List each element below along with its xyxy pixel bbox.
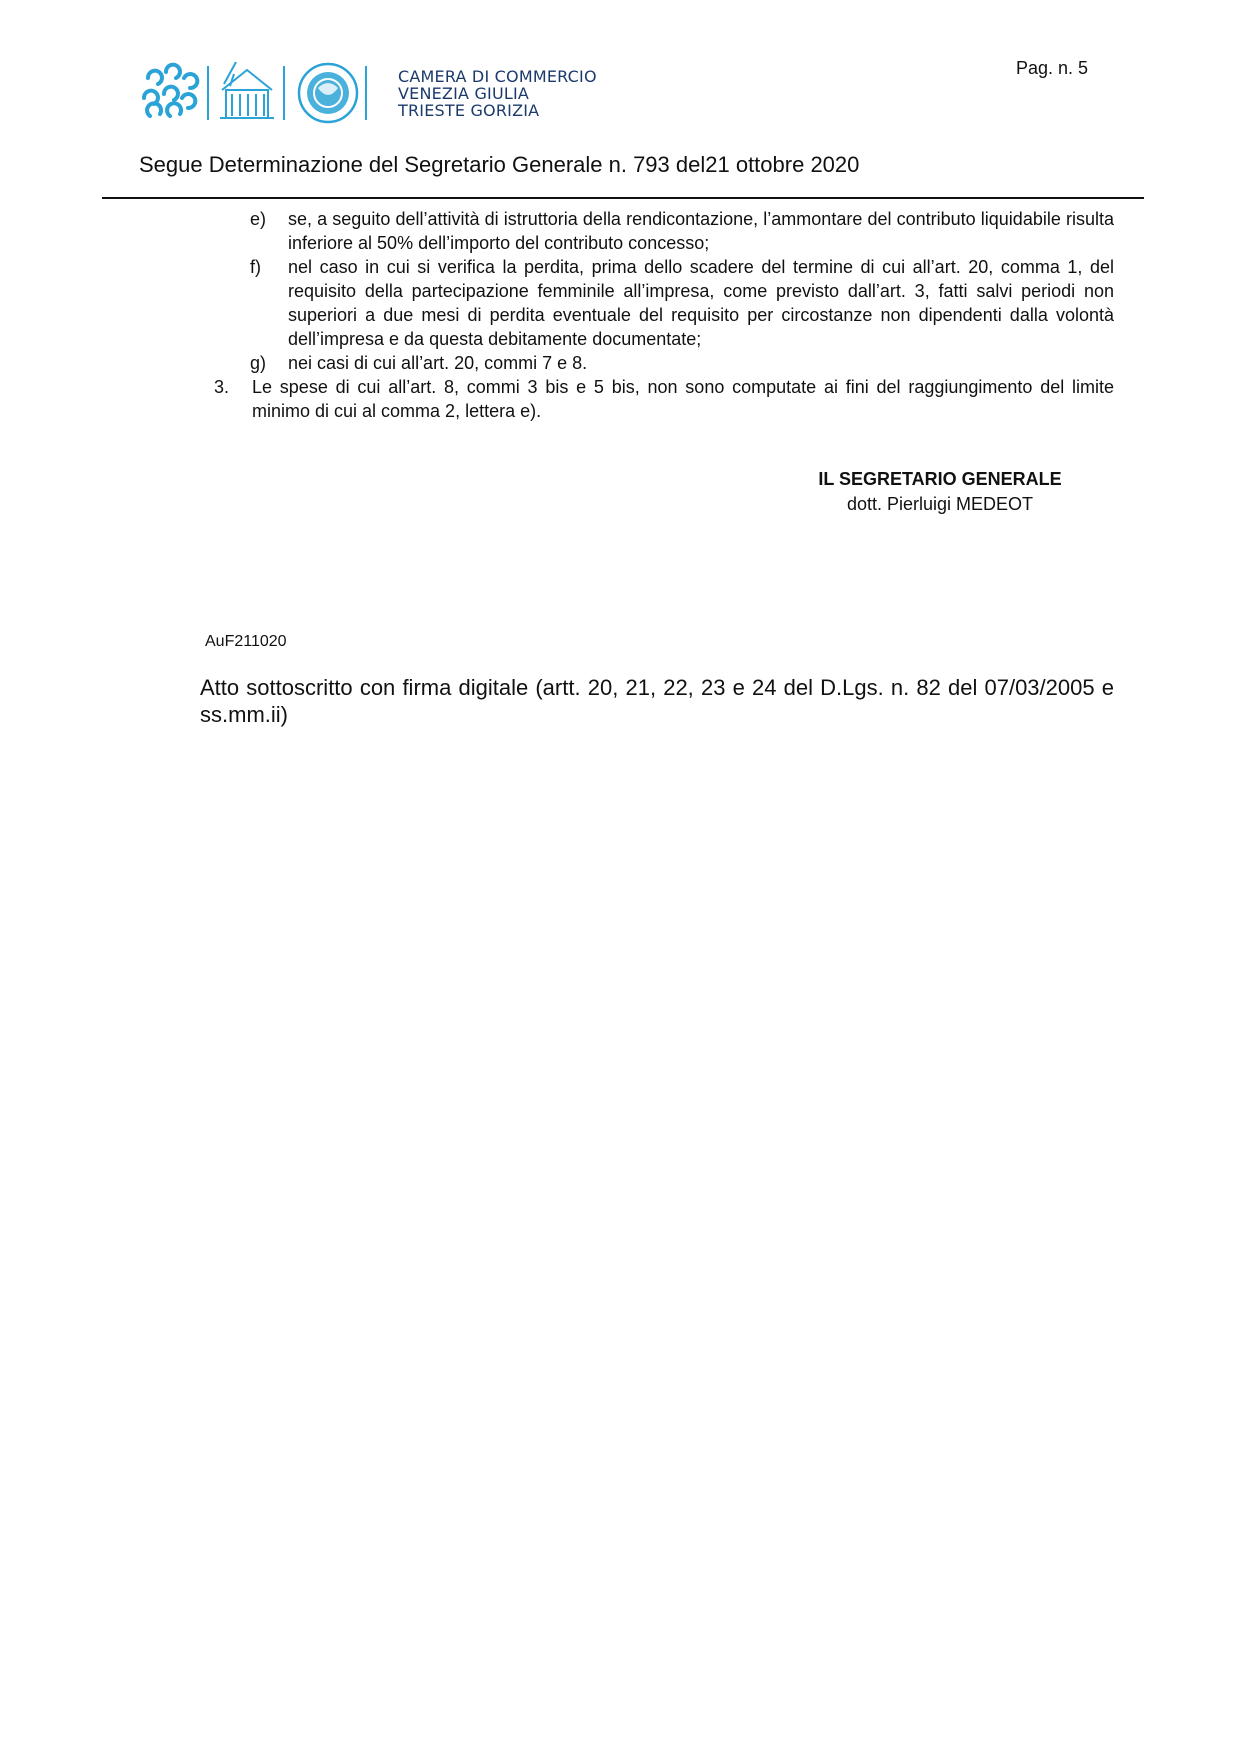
list-item-text: nel caso in cui si verifica la perdita, prima dello scadere del termine di cui all’art. 20, comma 1, del requisito della partecipazione femminile all’impresa, come previsto dall’art. 3, fatti salvi periodi non superiori a due mesi di perdita eventuale del requisito per circostanze non dipendenti dalla volontà dell’impresa e da questa debitamente documentate; <box>288 257 1114 349</box>
numbered-paragraph-text: Le spese di cui all’art. 8, commi 3 bis e 5 bis, non sono computate ai fini del raggiungimento del limite minimo di cui al comma 2, lettera e). <box>252 377 1114 421</box>
digital-signature-note: Atto sottoscritto con firma digitale (artt. 20, 21, 22, 23 e 24 del D.Lgs. n. 82 del 07/03/2005 e ss.mm.ii) <box>200 675 1114 727</box>
numbered-paragraph <box>214 375 1114 423</box>
logo-line-1: CAMERA DI COMMERCIO <box>398 67 597 86</box>
logo-line-2: VENEZIA GIULIA <box>398 84 530 103</box>
document-body <box>214 207 1114 423</box>
page-number: Pag. n. 5 <box>1016 58 1089 78</box>
document-code: AuF211020 <box>205 633 287 650</box>
logo-line-3: TRIESTE GORIZIA <box>398 101 540 120</box>
list-item <box>214 351 1114 375</box>
chamber-logo-text <box>398 68 597 119</box>
list-item-text: nei casi di cui all’art. 20, commi 7 e 8. <box>288 353 588 373</box>
signature-title: IL SEGRETARIO GENERALE <box>818 469 1062 489</box>
document-subtitle: Segue Determinazione del Segretario Generale n. 793 del21 ottobre 2020 <box>139 152 860 177</box>
list-item-label: e) <box>250 209 267 229</box>
signature-name: dott. Pierluigi MEDEOT <box>846 494 1034 514</box>
list-item <box>214 255 1114 351</box>
signature-block <box>780 467 1100 517</box>
list-item-label: g) <box>250 353 267 373</box>
numbered-paragraph-label: 3. <box>214 377 230 397</box>
header-divider <box>102 197 1144 199</box>
list-item <box>214 207 1114 255</box>
list-item-text: se, a seguito dell’attività di istruttoria della rendicontazione, l’ammontare del contributo liquidabile risulta inferiore al 50% dell’importo del contributo concesso; <box>288 209 1114 253</box>
list-item-label: f) <box>250 257 261 277</box>
